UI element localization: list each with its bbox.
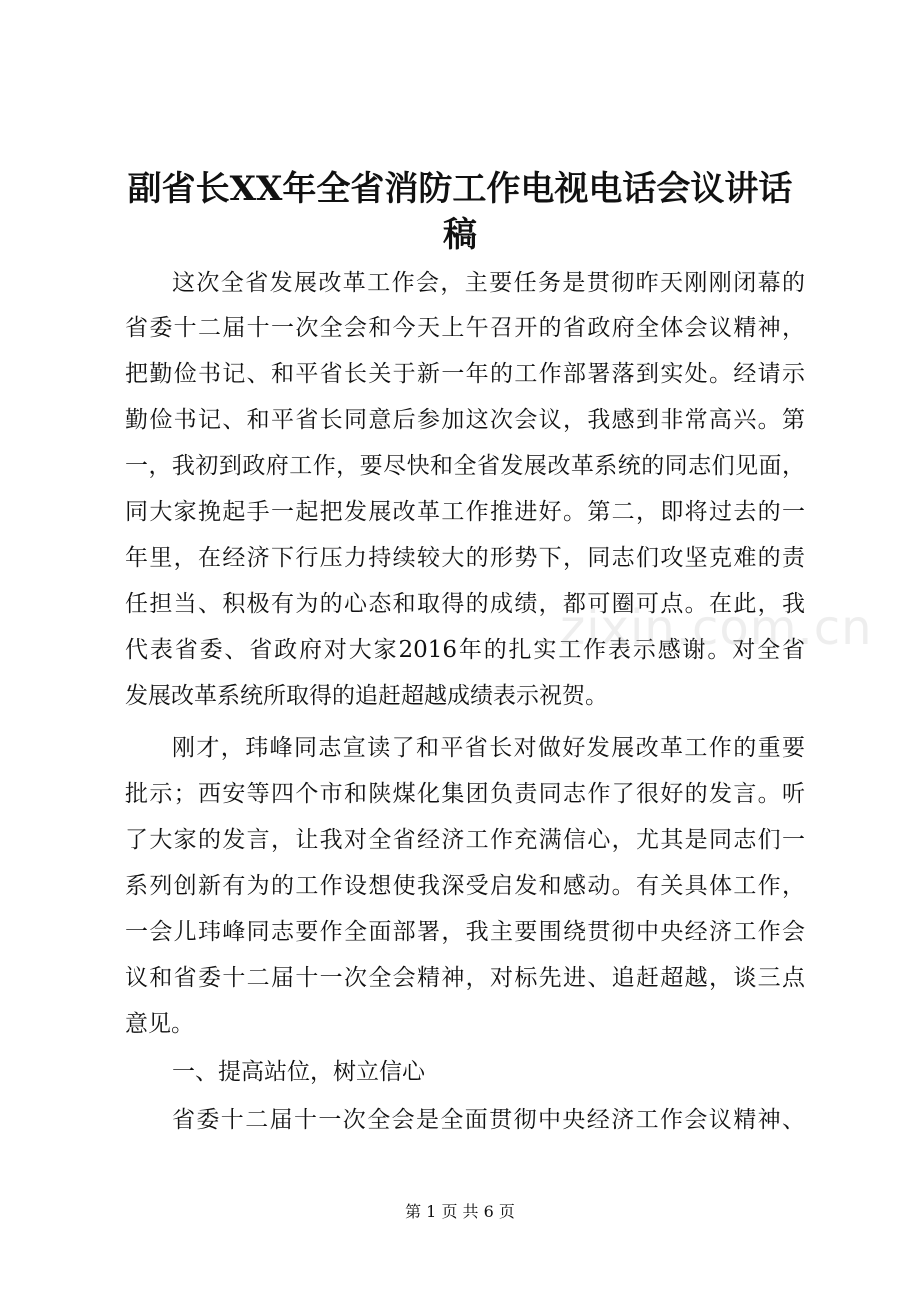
section-heading-1: 一、提高站位，树立信心: [172, 1059, 425, 1085]
paragraph-1-line-7: 年里，在经济下行压力持续较大的形势下，同志们攻坚克难的责: [125, 545, 805, 571]
document-title-line-2: 稿: [443, 215, 477, 255]
page-footer: 第 1 页 共 6 页: [405, 1202, 515, 1221]
paragraph-2-line-1: 刚才，玮峰同志宣读了和平省长对做好发展改革工作的重要: [172, 735, 805, 761]
paragraph-3-line-1: 省委十二届十一次全会是全面贯彻中央经济工作会议精神、: [172, 1107, 805, 1133]
paragraph-2-line-2: 批示；西安等四个市和陕煤化集团负责同志作了很好的发言。听: [125, 781, 805, 807]
paragraph-2-line-6: 议和省委十二届十一次全会精神，对标先进、追赶超越，谈三点: [125, 965, 805, 991]
document-title-line-1: 副省长XX年全省消防工作电视电话会议讲话: [127, 169, 793, 209]
paragraph-2-line-4: 系列创新有为的工作设想使我深受启发和感动。有关具体工作，: [125, 873, 805, 899]
paragraph-1-line-5: 一，我初到政府工作，要尽快和全省发展改革系统的同志们见面，: [125, 453, 805, 479]
paragraph-2-line-5: 一会儿玮峰同志要作全面部署，我主要围绕贯彻中央经济工作会: [125, 919, 805, 945]
paragraph-1-line-6: 同大家挽起手一起把发展改革工作推进好。第二，即将过去的一: [125, 499, 805, 525]
paragraph-1-line-8: 任担当、积极有为的心态和取得的成绩，都可圈可点。在此，我: [125, 591, 805, 617]
paragraph-2-line-3: 了大家的发言，让我对全省经济工作充满信心，尤其是同志们一: [125, 827, 805, 853]
paragraph-2-line-7: 意见。: [125, 1011, 194, 1037]
watermark: zixin.com.cn: [560, 600, 873, 656]
paragraph-1-line-3: 把勤俭书记、和平省长关于新一年的工作部署落到实处。经请示: [125, 361, 805, 387]
paragraph-1-line-1: 这次全省发展改革工作会，主要任务是贯彻昨天刚刚闭幕的: [172, 270, 805, 296]
paragraph-1-line-10: 发展改革系统所取得的追赶超越成绩表示祝贺。: [125, 683, 608, 709]
paragraph-1-line-9: 代表省委、省政府对大家2016年的扎实工作表示感谢。对全省: [125, 637, 805, 663]
paragraph-1-line-2: 省委十二届十一次全会和今天上午召开的省政府全体会议精神，: [125, 315, 805, 341]
paragraph-1-line-4: 勤俭书记、和平省长同意后参加这次会议，我感到非常高兴。第: [125, 407, 805, 433]
